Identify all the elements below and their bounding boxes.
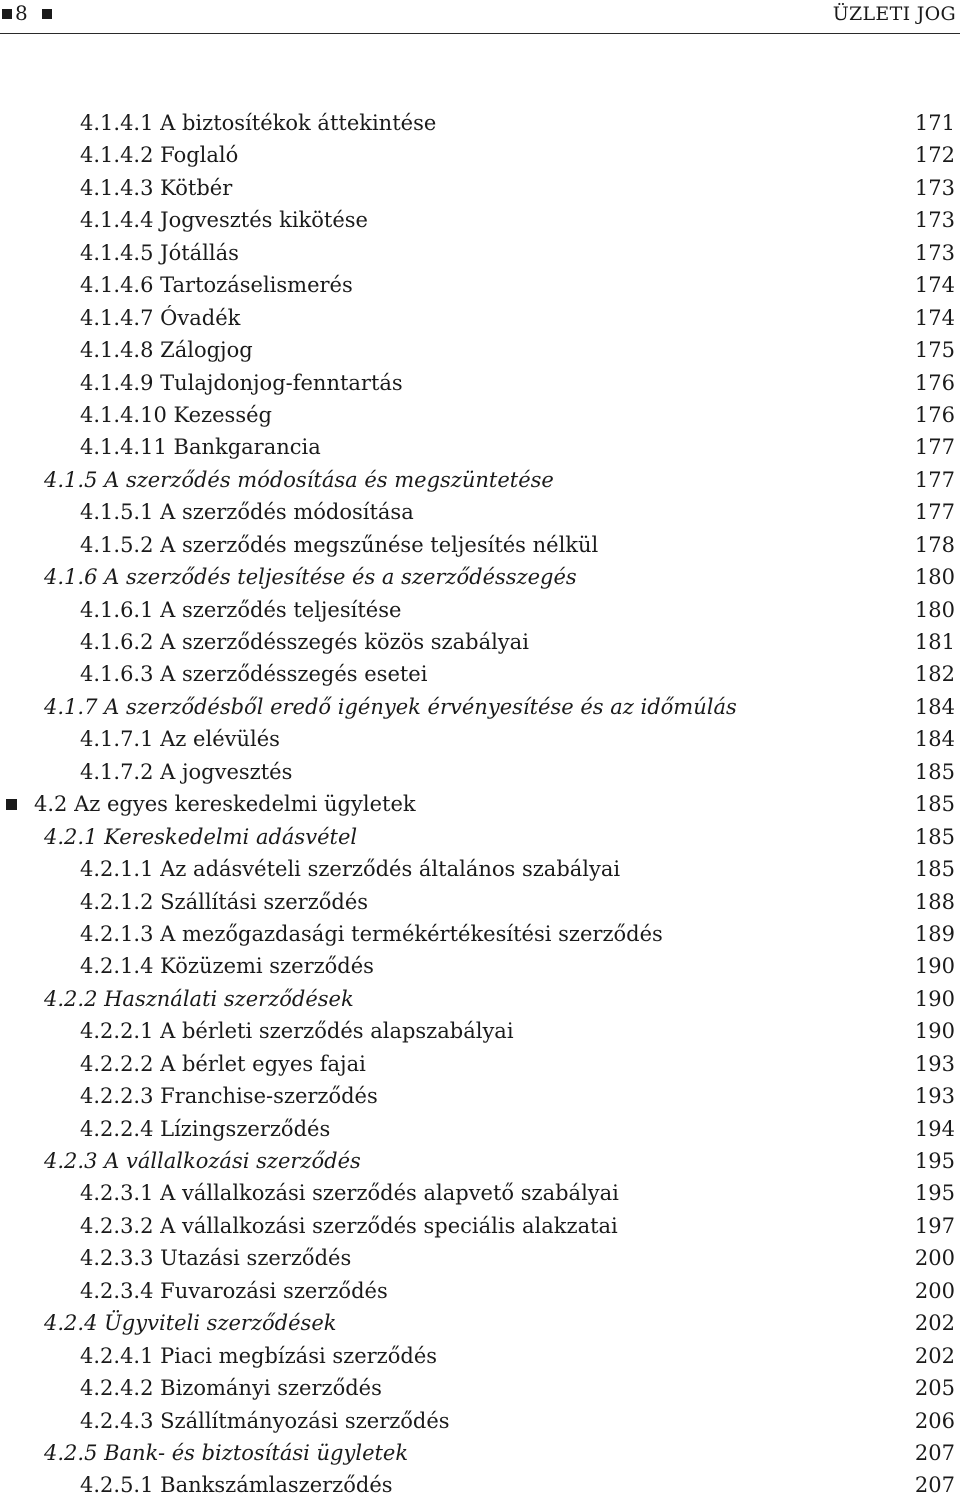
toc-entry-page: 175 [914, 338, 955, 363]
toc-entry-label: 4.2.4.2 Bizományi szerződés [80, 1376, 382, 1401]
toc-entry[interactable] [0, 1015, 960, 1047]
toc-entry[interactable] [0, 821, 960, 853]
toc-entry-label: 4.2.1.2 Szállítási szerződés [80, 889, 369, 914]
toc-entry-label: 4.1.5.2 A szerződés megszűnése teljesítés nélkül [80, 532, 599, 557]
toc-entry[interactable] [0, 302, 960, 334]
toc-entry[interactable] [0, 269, 960, 301]
toc-entry-label: 4.1.6 A szerződés teljesítése és a szerződésszegés [44, 565, 577, 590]
toc-entry-label: 4.2.2.2 A bérlet egyes fajai [80, 1051, 366, 1076]
toc-entry-page: 202 [914, 1311, 955, 1336]
toc-entry-label: 4.2.4.1 Piaci megbízási szerződés [80, 1343, 438, 1368]
toc-entry-label: 4.1.5.1 A szerződés módosítása [80, 500, 414, 525]
toc-entry-page: 197 [914, 1213, 955, 1238]
toc-entry-page: 202 [914, 1343, 955, 1368]
toc-entry-page: 200 [914, 1246, 955, 1271]
toc-entry[interactable] [0, 431, 960, 463]
toc-entry[interactable] [0, 1048, 960, 1080]
toc-entry[interactable] [0, 918, 960, 950]
toc-entry-page: 177 [914, 435, 955, 460]
toc-entry-page: 193 [914, 1051, 955, 1076]
toc-entry[interactable] [0, 1275, 960, 1307]
toc-entry[interactable] [0, 399, 960, 431]
toc-entry-page: 190 [914, 986, 955, 1011]
toc-entry[interactable] [0, 561, 960, 593]
toc-entry-label: 4.1.4.6 Tartozáselismerés [80, 273, 353, 298]
toc-entry-page: 207 [914, 1440, 955, 1465]
toc-entry[interactable] [0, 853, 960, 885]
toc-entry[interactable] [0, 367, 960, 399]
toc-entry-label: 4.2.3.1 A vállalkozási szerződés alapvető szabályai [80, 1181, 619, 1206]
toc-entry[interactable] [0, 1080, 960, 1112]
toc-entry-page: 176 [914, 370, 955, 395]
toc-entry[interactable] [0, 983, 960, 1015]
table-of-contents [0, 107, 960, 1502]
toc-entry-page: 178 [914, 532, 955, 557]
toc-entry-label: 4.2.2 Használati szerződések [44, 986, 354, 1011]
toc-entry-label: 4.1.4.4 Jogvesztés kikötése [80, 208, 368, 233]
toc-entry[interactable] [0, 1210, 960, 1242]
toc-entry-label: 4.2.2.4 Lízingszerződés [80, 1116, 331, 1141]
toc-entry-label: 4.1.4.2 Foglaló [80, 143, 239, 168]
toc-entry-page: 205 [914, 1376, 955, 1401]
square-bullet-icon [2, 9, 12, 19]
toc-entry[interactable] [0, 237, 960, 269]
toc-entry-page: 184 [914, 727, 955, 752]
toc-entry-page: 177 [914, 467, 955, 492]
toc-entry-page: 173 [914, 175, 955, 200]
toc-entry-label: 4.1.6.3 A szerződésszegés esetei [80, 662, 428, 687]
toc-entry-page: 181 [914, 630, 955, 654]
page-header [0, 0, 960, 40]
toc-entry[interactable] [0, 723, 960, 755]
toc-entry[interactable] [0, 107, 960, 139]
toc-entry[interactable] [0, 594, 960, 626]
toc-entry-label: 4.1.6.2 A szerződésszegés közös szabályai [80, 630, 529, 654]
toc-entry[interactable] [0, 691, 960, 723]
toc-entry-label: 4.1.4.7 Óvadék [80, 305, 241, 330]
toc-entry-label: 4.2.3 A vállalkozási szerződés [44, 1149, 361, 1173]
square-bullet-icon [6, 799, 17, 810]
toc-entry-page: 177 [914, 500, 955, 525]
toc-entry-page: 185 [914, 792, 955, 817]
toc-entry-label: 4.1.5 A szerződés módosítása és megszüntetése [44, 467, 554, 492]
toc-entry-page: 207 [914, 1473, 955, 1498]
toc-entry-label: 4.1.4.1 A biztosítékok áttekintése [80, 111, 437, 135]
toc-entry[interactable] [0, 1340, 960, 1372]
toc-entry-label: 4.1.4.8 Zálogjog [80, 338, 253, 363]
toc-entry-label: 4.1.6.1 A szerződés teljesítése [80, 597, 402, 622]
toc-entry-label: 4.2.2.3 Franchise-szerződés [80, 1084, 378, 1109]
toc-entry-page: 174 [914, 273, 955, 298]
toc-entry-page: 185 [914, 759, 955, 784]
toc-entry-page: 174 [914, 305, 955, 330]
toc-entry-label: 4.1.7 A szerződésből eredő igények érvényesítése és az időmúlás [44, 694, 737, 719]
toc-entry-page: 173 [914, 208, 955, 233]
toc-entry-label: 4.2.1.1 Az adásvételi szerződés általános szabályai [80, 857, 621, 882]
toc-entry[interactable] [0, 950, 960, 982]
toc-entry[interactable] [0, 658, 960, 690]
toc-entry[interactable] [0, 1145, 960, 1177]
toc-entry-label: 4.2.3.3 Utazási szerződés [80, 1246, 352, 1271]
toc-entry-page: 188 [914, 889, 955, 914]
toc-entry-label: 4.2.2.1 A bérleti szerződés alapszabályai [80, 1019, 514, 1044]
toc-entry[interactable] [0, 496, 960, 528]
toc-entry-page: 193 [914, 1084, 955, 1109]
toc-entry-label: 4.1.4.5 Jótállás [80, 240, 239, 265]
toc-entry[interactable] [0, 1177, 960, 1209]
toc-entry-page: 171 [914, 111, 955, 135]
toc-entry[interactable] [0, 172, 960, 204]
page-number: 8 [15, 1, 28, 25]
toc-entry-page: 172 [914, 143, 955, 168]
toc-entry-label: 4.2.5.1 Bankszámlaszerződés [80, 1473, 393, 1498]
toc-entry-label: 4.2.1.3 A mezőgazdasági termékértékesítési szerződés [80, 921, 663, 946]
toc-entry-label: 4.2 Az egyes kereskedelmi ügyletek [34, 792, 416, 817]
toc-entry[interactable] [0, 1242, 960, 1274]
toc-entry-page: 185 [914, 857, 955, 882]
toc-entry-label: 4.2.3.2 A vállalkozási szerződés speciális alakzatai [80, 1213, 618, 1238]
toc-entry[interactable] [0, 1113, 960, 1145]
toc-entry-page: 184 [914, 694, 955, 719]
toc-entry-page: 180 [914, 565, 955, 590]
toc-entry[interactable] [0, 1307, 960, 1339]
toc-entry-page: 173 [914, 240, 955, 265]
header-divider [0, 33, 960, 34]
square-bullet-icon [42, 9, 52, 19]
toc-entry[interactable] [0, 756, 960, 788]
toc-entry-label: 4.2.4.3 Szállítmányozási szerződés [80, 1408, 450, 1433]
toc-entry[interactable] [0, 334, 960, 366]
toc-entry-page: 185 [914, 824, 955, 849]
toc-entry-label: 4.2.1.4 Közüzemi szerződés [80, 954, 374, 979]
toc-entry[interactable] [0, 204, 960, 236]
toc-entry-label: 4.1.7.2 A jogvesztés [80, 759, 293, 784]
toc-entry[interactable] [0, 139, 960, 171]
toc-entry-page: 200 [914, 1278, 955, 1303]
toc-entry[interactable] [0, 626, 960, 658]
toc-entry[interactable] [0, 529, 960, 561]
toc-entry-page: 190 [914, 954, 955, 979]
toc-entry[interactable] [0, 464, 960, 496]
toc-entry[interactable] [0, 788, 960, 820]
toc-entry-label: 4.2.5 Bank- és biztosítási ügyletek [44, 1440, 409, 1465]
toc-entry[interactable] [0, 1469, 960, 1501]
toc-entry-label: 4.1.4.3 Kötbér [80, 175, 233, 200]
toc-entry-page: 182 [914, 662, 955, 687]
toc-entry-label: 4.2.1 Kereskedelmi adásvétel [44, 824, 358, 849]
toc-entry-page: 190 [914, 1019, 955, 1044]
toc-entry[interactable] [0, 886, 960, 918]
toc-entry-page: 189 [914, 921, 955, 946]
toc-entry-label: 4.1.4.9 Tulajdonjog-fenntartás [80, 370, 403, 395]
toc-entry[interactable] [0, 1372, 960, 1404]
toc-entry-page: 195 [914, 1181, 955, 1206]
toc-entry-label: 4.1.7.1 Az elévülés [80, 727, 280, 752]
toc-entry[interactable] [0, 1437, 960, 1469]
running-title: ÜZLETI JOG [832, 3, 956, 25]
toc-entry-label: 4.1.4.11 Bankgarancia [80, 435, 321, 460]
toc-entry-label: 4.1.4.10 Kezesség [80, 402, 272, 427]
toc-entry-page: 176 [914, 402, 955, 427]
toc-entry-page: 194 [914, 1116, 955, 1141]
toc-entry-page: 206 [914, 1408, 955, 1433]
toc-entry-page: 195 [914, 1149, 955, 1173]
toc-entry-page: 180 [914, 597, 955, 622]
toc-entry-label: 4.2.3.4 Fuvarozási szerződés [80, 1278, 388, 1303]
toc-entry[interactable] [0, 1405, 960, 1437]
toc-entry-label: 4.2.4 Ügyviteli szerződések [44, 1311, 337, 1336]
